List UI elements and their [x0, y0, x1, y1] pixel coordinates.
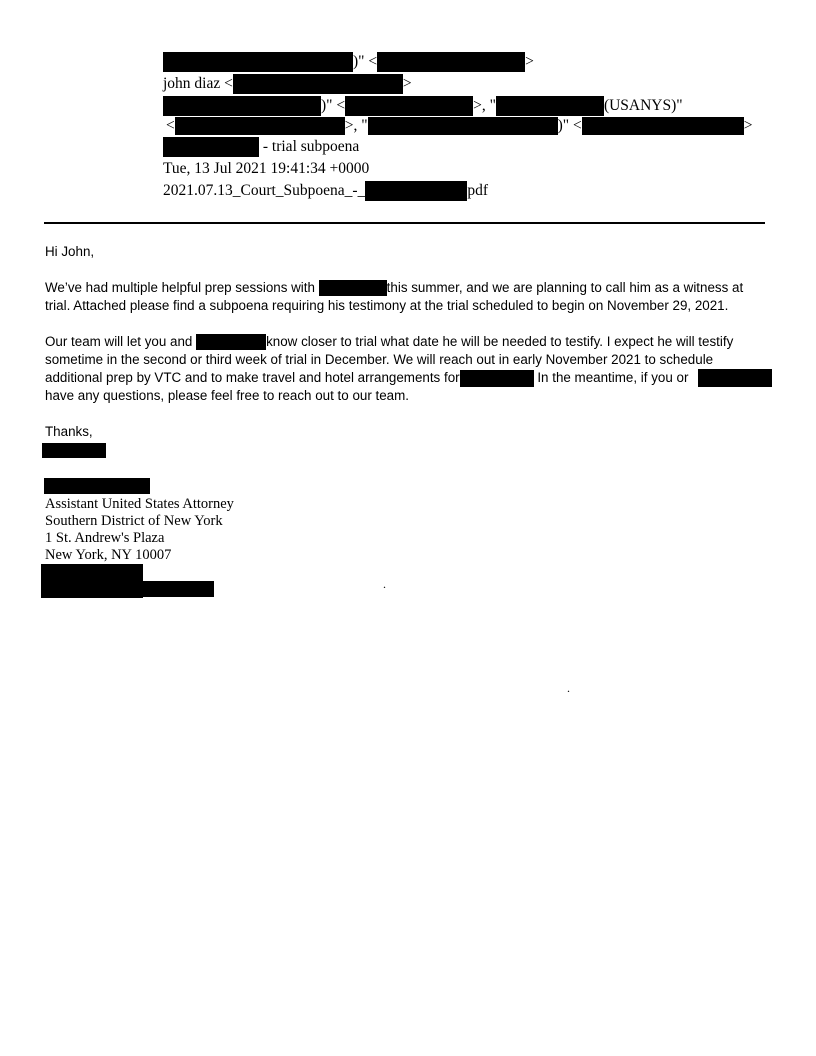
redaction-block [41, 564, 143, 598]
paragraph-2-line-4: have any questions, please feel free to reach out to our team. [45, 388, 410, 403]
redaction-block [233, 74, 403, 94]
redaction-block [163, 52, 353, 72]
redaction-block [460, 370, 534, 387]
body-text: know closer to trial what date he will be needed to testify. I expect he will testify [266, 334, 734, 349]
signature-office: Southern District of New York [45, 513, 223, 529]
cc-text: )" < [321, 97, 346, 114]
attachment-filename: 2021.07.13_Court_Subpoena_-_ [163, 182, 366, 199]
paragraph-2-line-3 [45, 369, 688, 387]
paragraph-1-line-1 [45, 279, 743, 297]
redaction-block [345, 96, 473, 116]
subject-text: - trial subpoena [259, 138, 360, 155]
cc-text: < [166, 117, 175, 134]
date-value: Tue, 13 Jul 2021 19:41:34 +0000 [163, 160, 370, 177]
stray-mark: . [383, 577, 386, 591]
redaction-block [698, 369, 772, 387]
cc-value-line1 [163, 96, 683, 116]
redaction-block [163, 137, 259, 157]
paragraph-2-line-1 [45, 333, 733, 351]
to-text-end: > [402, 75, 412, 92]
cc-text: >, " [473, 97, 496, 114]
subject-value [163, 137, 359, 157]
paragraph-2-line-2: sometime in the second or third week of trial in December. We will reach out in early November 2021 to schedule [45, 352, 714, 367]
redaction-block [42, 443, 106, 458]
cc-value-line2 [166, 116, 752, 136]
redaction-block [377, 52, 525, 72]
closing-thanks: Thanks, [45, 424, 93, 439]
to-text: john diaz < [163, 75, 233, 92]
redaction-block [496, 96, 604, 116]
redaction-block [175, 117, 345, 135]
body-text: Our team will let you and [45, 334, 197, 349]
signature-street: 1 St. Andrew's Plaza [45, 530, 165, 546]
to-value [163, 74, 412, 94]
redaction-block [44, 478, 150, 494]
from-value [163, 52, 534, 72]
redaction-block [143, 581, 214, 597]
redaction-block [582, 117, 744, 135]
cc-text: )" < [557, 117, 582, 134]
from-text-end: > [525, 53, 534, 70]
redaction-block [163, 96, 321, 116]
redaction-block [368, 117, 558, 135]
body-text: additional prep by VTC and to make travel and hotel arrangements for [45, 370, 460, 385]
body-text: In the meantime, if you or [533, 370, 689, 385]
body-text: We’ve had multiple helpful prep sessions with [45, 280, 319, 295]
stray-mark: . [567, 681, 570, 695]
cc-text: (USANYS)" [603, 97, 683, 114]
from-text: )" < [353, 53, 378, 70]
cc-text: >, " [344, 117, 368, 134]
signature-city: New York, NY 10007 [45, 547, 172, 563]
attachment-link[interactable] [163, 181, 488, 201]
header-divider [44, 222, 765, 224]
body-text: this summer, and we are planning to call him as a witness at [386, 280, 744, 295]
redaction-block [319, 280, 387, 296]
cc-text: > [743, 117, 753, 134]
attachment-extension: pdf [467, 182, 489, 199]
paragraph-1-line-2: trial. Attached please find a subpoena requiring his testimony at the trial scheduled to begin on November 29, 2021. [45, 298, 729, 313]
redaction-block [196, 334, 266, 350]
greeting: Hi John, [45, 244, 95, 259]
redaction-block [365, 181, 467, 201]
signature-title: Assistant United States Attorney [45, 496, 234, 512]
